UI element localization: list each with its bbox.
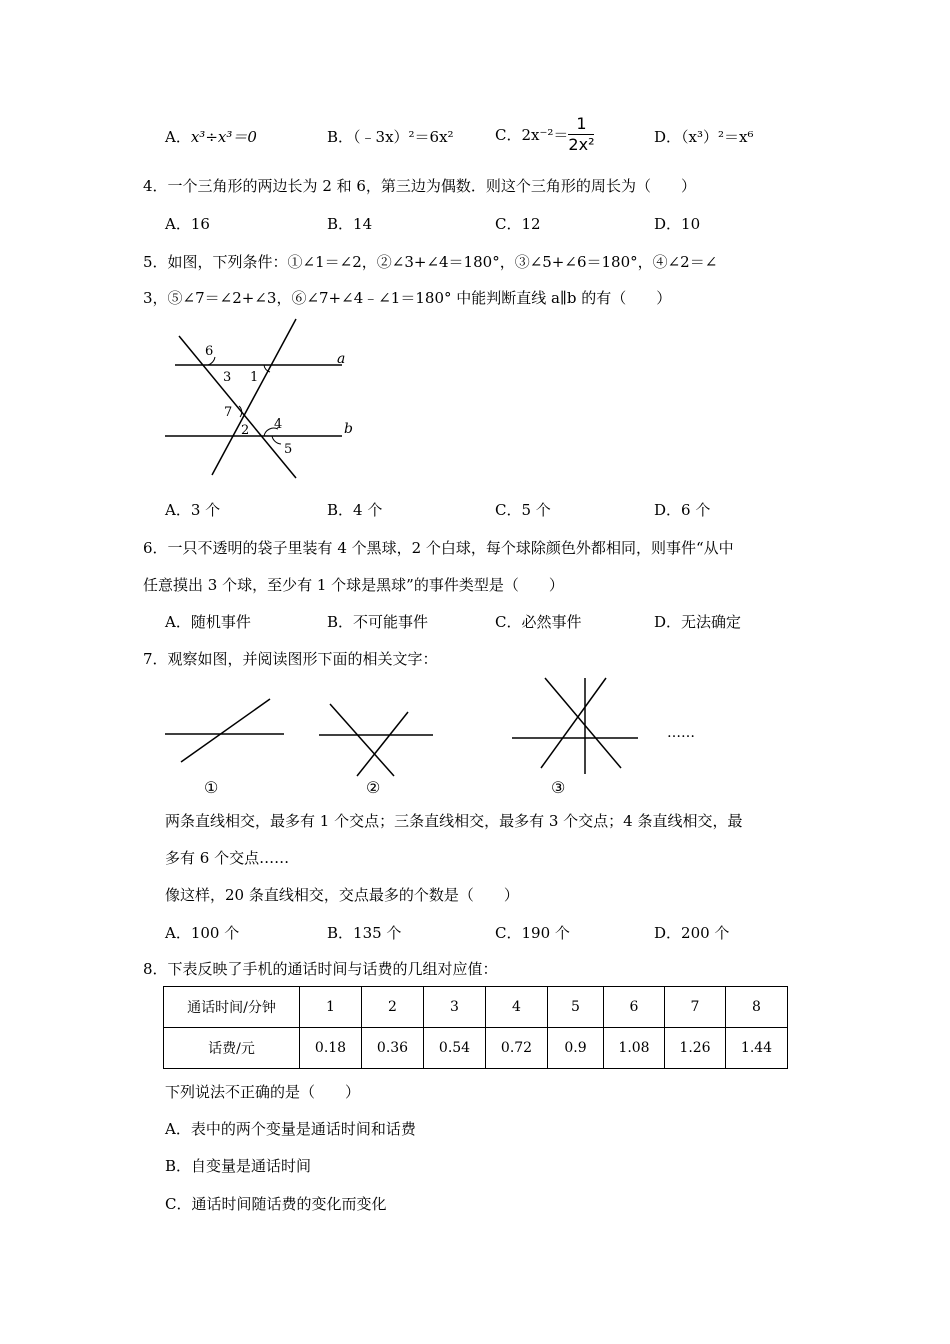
q8-option-c: C．通话时间随话费的变化而变化	[165, 1195, 387, 1213]
q8-option-a: A．表中的两个变量是通话时间和话费	[165, 1120, 416, 1138]
q7-stem: 7．观察如图，并阅读图形下面的相关文字：	[143, 650, 438, 668]
option-label: C．	[495, 126, 522, 144]
table-cell: 8	[726, 987, 788, 1028]
option-label: B．	[327, 128, 354, 146]
q5-option-b: B．4 个	[327, 501, 383, 519]
table-cell: 1.26	[665, 1028, 726, 1069]
angle-arc	[272, 436, 281, 444]
fraction-numerator: 1	[576, 114, 587, 133]
line-label-b: b	[344, 421, 353, 437]
q7-option-b: B．135 个	[327, 924, 402, 942]
q7-option-d: D．200 个	[654, 924, 730, 942]
fig2-label: ②	[366, 778, 381, 797]
table-cell: 0.36	[362, 1028, 424, 1069]
q7-text-line3: 像这样，20 条直线相交，交点最多的个数是（ ）	[165, 886, 519, 904]
option-expression: （x³）²＝x⁶	[681, 128, 754, 146]
q5-option-a: A．3 个	[165, 501, 221, 519]
transversal-2	[179, 336, 296, 478]
angle-label-3: 3	[223, 370, 232, 385]
option-label: A．	[165, 128, 191, 146]
option-expression: 2x⁻²＝	[521, 126, 569, 144]
table-cell: 0.72	[486, 1028, 548, 1069]
q5-stem-line2: 3，⑤∠7＝∠2+∠3，⑥∠7+∠4﹣∠1＝180° 中能判断直线 a∥b 的有（ ）	[143, 289, 672, 307]
parallel-lines-figure	[160, 315, 360, 480]
q7-text-line2: 多有 6 个交点……	[165, 849, 290, 867]
q6-option-a: A．随机事件	[165, 613, 251, 631]
q7-option-a: A．100 个	[165, 924, 240, 942]
table-cell: 4	[486, 987, 548, 1028]
table-row-header: 话费/元	[164, 1028, 300, 1069]
angle-label-2: 2	[241, 423, 250, 438]
q3-option-b	[327, 126, 454, 147]
fraction	[568, 116, 594, 153]
fraction-denominator: 2x²	[568, 135, 595, 154]
option-expression: （﹣3x）²＝6x²	[353, 128, 454, 146]
table-row	[164, 987, 788, 1028]
fig1-label: ①	[204, 778, 219, 797]
table-cell: 6	[604, 987, 665, 1028]
fig2-line	[330, 704, 394, 776]
option-expression: x³÷x³＝0	[190, 128, 257, 146]
table-cell: 5	[548, 987, 604, 1028]
q4-option-b: B．14	[327, 215, 373, 233]
q4-option-a: A．16	[165, 215, 210, 233]
q6-option-c: C．必然事件	[495, 613, 582, 631]
q6-stem-line2: 任意摸出 3 个球，至少有 1 个球是黑球”的事件类型是（ ）	[143, 576, 564, 594]
angle-label-6: 6	[205, 344, 214, 359]
fig3-line	[545, 678, 621, 768]
q7-text-line1: 两条直线相交，最多有 1 个交点；三条直线相交，最多有 3 个交点；4 条直线相交，最	[165, 812, 743, 830]
q4-stem: 4．一个三角形的两边长为 2 和 6，第三边为偶数．则这个三角形的周长为（ ）	[143, 177, 696, 195]
table-cell: 2	[362, 987, 424, 1028]
table-cell: 0.18	[300, 1028, 362, 1069]
q6-option-b: B．不可能事件	[327, 613, 429, 631]
option-label: D．	[654, 128, 682, 146]
table-cell: 1	[300, 987, 362, 1028]
fig1-line	[181, 699, 270, 762]
line-label-a: a	[337, 351, 346, 367]
table-row-header: 通话时间/分钟	[164, 987, 300, 1028]
angle-label-5: 5	[284, 442, 293, 457]
table-cell: 7	[665, 987, 726, 1028]
call-fee-table	[163, 986, 788, 1069]
table-cell: 3	[424, 987, 486, 1028]
q6-stem-line1: 6．一只不透明的袋子里装有 4 个黑球，2 个白球，每个球除颜色外都相同，则事件“从中	[143, 539, 734, 557]
q3-option-c	[495, 116, 594, 153]
q5-stem-line1: 5．如图，下列条件：①∠1＝∠2，②∠3+∠4＝180°，③∠5+∠6＝180°，④∠2＝∠	[143, 253, 718, 271]
angle-label-4: 4	[274, 417, 283, 432]
q5-option-c: C．5 个	[495, 501, 551, 519]
table-row	[164, 1028, 788, 1069]
fig3-label: ③	[551, 778, 566, 797]
q3-option-a	[165, 126, 257, 147]
intersecting-lines-figure	[160, 672, 705, 800]
table-cell: 0.9	[548, 1028, 604, 1069]
angle-label-1: 1	[250, 370, 259, 385]
q5-option-d: D．6 个	[654, 501, 711, 519]
angle-label-7: 7	[224, 405, 233, 420]
q4-option-c: C．12	[495, 215, 541, 233]
table-cell: 1.08	[604, 1028, 665, 1069]
ellipsis: ……	[667, 725, 695, 741]
q7-option-c: C．190 个	[495, 924, 570, 942]
q8-option-b: B．自变量是通话时间	[165, 1157, 312, 1175]
q3-option-d	[654, 126, 754, 147]
q8-stem: 8．下表反映了手机的通话时间与话费的几组对应值：	[143, 960, 498, 978]
q6-option-d: D．无法确定	[654, 613, 742, 631]
fig3-line	[541, 678, 606, 768]
table-cell: 0.54	[424, 1028, 486, 1069]
table-cell: 1.44	[726, 1028, 788, 1069]
q8-question: 下列说法不正确的是（ ）	[165, 1083, 361, 1101]
q4-option-d: D．10	[654, 215, 701, 233]
